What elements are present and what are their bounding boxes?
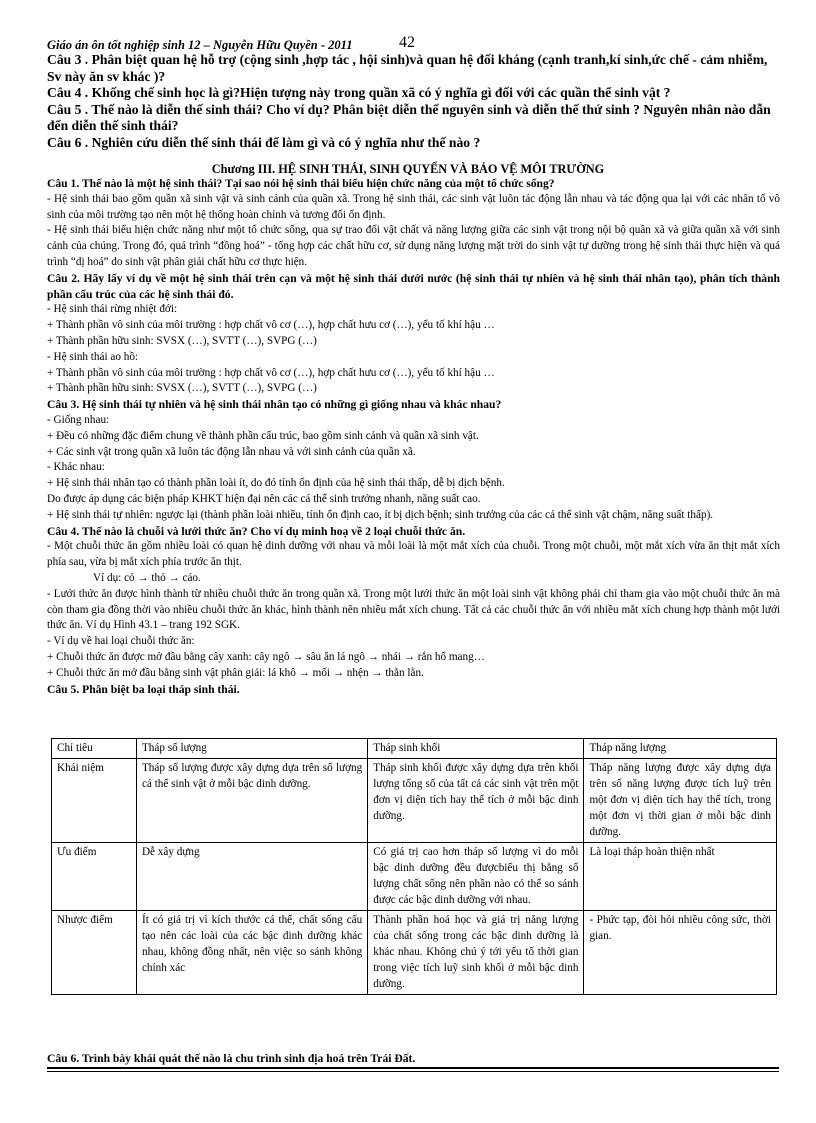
table-cell: Tháp năng lượng được xây dựng dựa trên số năng lượng được tích luỹ trên một đơn vị diện tích hay thể tích, trong một đơn vị thời gian ở mỗi bậc dinh dưỡng. xyxy=(584,759,777,843)
chapter-title: Chương III. HỆ SINH THÁI, SINH QUYỂN VÀ BẢO VỆ MÔI TRƯỜNG xyxy=(211,162,605,176)
content-paragraph: + Thành phần hữu sinh: SVSX (…), SVTT (…), SVPG (…) xyxy=(47,382,317,395)
content-paragraph: - Khác nhau: xyxy=(47,461,105,474)
content-paragraph: - Ví dụ về hai loại chuỗi thức ăn: xyxy=(47,635,195,648)
table-header-cell: Tháp số lượng xyxy=(136,739,367,759)
content-paragraph: - Một chuỗi thức ăn gồm nhiều loài có quan hệ dinh dưỡng với nhau và mỗi loài là một mắt xích của chuỗi. Trong một chuỗi, một mắt xích vừa ăn thịt mắt xích phía sau, vừa bị mắt xích phía trước ăn thịt. xyxy=(47,540,780,569)
chapter-content xyxy=(47,176,780,697)
intro-question: Câu 3 . Phân biệt quan hệ hỗ trợ (cộng sinh ,hợp tác , hội sinh)và quan hệ đối kháng (cạnh tranh,kí sinh,ức chế - cảm nhiễm, Sv này ăn sv khác )? xyxy=(47,52,768,84)
intro-questions xyxy=(47,52,777,151)
content-paragraph: + Hệ sinh thái tự nhiên: ngược lại (thành phần loài nhiều, tính ổn định cao, ít bị dịch bệnh; sinh trưởng của các cá thể sinh vật chậm, năng suất thấp). xyxy=(47,508,714,521)
question-heading: Câu 2. Hãy lấy ví dụ về một hệ sinh thái trên cạn và một hệ sinh thái dưới nước (hệ sinh thái tự nhiên và hệ sinh thái nhân tạo), phân tích thành phần cấu trúc của các hệ sinh thái đó. xyxy=(47,271,780,301)
content-paragraph: + Chuỗi thức ăn được mở đầu bằng cây xanh: cây ngô → sâu ăn lá ngô → nhái → rắn hổ mang… xyxy=(47,650,485,663)
table-row-label: Nhược điểm xyxy=(52,911,137,995)
footer-rule xyxy=(47,1067,779,1069)
table-header-cell: Tháp sinh khối xyxy=(368,739,584,759)
table-header-cell: Tháp năng lượng xyxy=(584,739,777,759)
table-row xyxy=(52,911,777,995)
question-heading: Câu 1. Thế nào là một hệ sinh thái? Tại sao nói hệ sinh thái biểu hiện chức năng của một tổ chức sống? xyxy=(47,177,555,190)
final-question: Câu 6. Trình bày khái quát thế nào là chu trình sinh địa hoá trên Trái Đất. xyxy=(47,1052,416,1065)
table-cell: Dễ xây dựng xyxy=(136,843,367,911)
intro-question: Câu 4 . Khống chế sinh học là gì?Hiện tượng này trong quần xã có ý nghĩa gì đối với các quần thể sinh vật ? xyxy=(47,85,671,100)
footer-rule-thin xyxy=(47,1071,779,1072)
content-paragraph: + Thành phần hữu sinh: SVSX (…), SVTT (…), SVPG (…) xyxy=(47,334,317,347)
table-row-label: Khái niệm xyxy=(52,759,137,843)
intro-question: Câu 6 . Nghiên cứu diễn thế sinh thái để làm gì và có ý nghĩa như thế nào ? xyxy=(47,134,481,150)
content-paragraph: - Giống nhau: xyxy=(47,413,110,426)
content-paragraph: + Đều có những đặc điểm chung về thành phần cấu trúc, bao gồm sinh cảnh và quần xã sinh vật. xyxy=(47,429,479,442)
content-paragraph: + Chuỗi thức ăn mở đầu bằng sinh vật phân giải: lá khô → mối → nhện → thằn lằn. xyxy=(47,666,424,679)
page-number: 42 xyxy=(399,34,415,51)
table-cell: Tháp số lượng được xây dựng dựa trên số lượng cá thể sinh vật ở mỗi bậc dinh dưỡng. xyxy=(136,759,367,843)
table-cell: - Phức tạp, đòi hỏi nhiều công sức, thời gian. xyxy=(584,911,777,995)
table-cell: Thành phần hoá học và giá trị năng lượng của chất sống trong các bậc dinh dưỡng là khác nhau. Không chú ý tới yếu tố thời gian trong việc tích luỹ sinh khối ở mỗi bậc dinh dưỡng. xyxy=(368,911,584,995)
table-row xyxy=(52,759,777,843)
table-header-cell: Chỉ tiêu xyxy=(52,739,137,759)
table-row-label: Ưu điểm xyxy=(52,843,137,911)
question-heading: Câu 5. Phân biệt ba loại tháp sinh thái. xyxy=(47,682,240,696)
question-heading: Câu 4. Thế nào là chuỗi và lưới thức ăn? Cho ví dụ minh hoạ về 2 loại chuỗi thức ăn. xyxy=(47,524,466,538)
content-paragraph: + Thành phần vô sinh của môi trường : hợp chất vô cơ (…), hợp chất hưu cơ (…), yếu tố khí hậu … xyxy=(47,366,495,379)
table-cell: Có giá trị cao hơn tháp số lượng vì do mỗi bậc dinh dưỡng đều đượcbiểu thị bằng số lượng chất sống nên phần nào có thể so sánh được các bậc dinh dưỡng với nhau. xyxy=(368,843,584,911)
table-header-row xyxy=(52,739,777,759)
question-heading: Câu 3. Hệ sinh thái tự nhiên và hệ sinh thái nhân tạo có những gì giống nhau và khác nhau? xyxy=(47,398,502,412)
content-paragraph: + Các sinh vật trong quần xã luôn tác động lẫn nhau và với sinh cảnh của quần xã. xyxy=(47,445,416,458)
example-line: Ví dụ: cỏ → thỏ → cáo. xyxy=(93,571,201,584)
content-paragraph: - Hệ sinh thái ao hồ: xyxy=(47,350,139,363)
content-paragraph: - Hệ sinh thái rừng nhiệt đới: xyxy=(47,303,178,316)
pyramid-comparison-table xyxy=(51,738,777,995)
table-cell: Ít có giá trị vì kích thước cá thể, chất sống cấu tạo nên các loài của các bậc dinh dưỡng khác nhau, không đồng nhất, nên việc so sánh không chính xác xyxy=(136,911,367,995)
header-title: Giáo án ôn tốt nghiệp sinh 12 – Nguyễn Hữu Quyền - 2011 xyxy=(47,38,353,52)
content-paragraph: - Hệ sinh thái biểu hiện chức năng như một tổ chức sống, qua sự trao đổi vật chất và năng lượng giữa các sinh vật trong nội bộ quần xã và giữa quần xã với sinh cảnh của chúng. Trong đó, quá trình “đồng hoá” - tổng hợp các chất hữu cơ, sử dụng năng lượng mặt trời do sinh vật tự dưỡng trong hệ sinh thái thực hiện và quá trình “dị hoá” do sinh vật phân giải chất hữu cơ thực hiện. xyxy=(47,224,780,268)
content-paragraph: - Lưới thức ăn được hình thành từ nhiều chuỗi thức ăn trong quần xã. Trong một lưới thức ăn một loài sinh vật không phải chỉ tham gia vào một chuỗi thức ăn mà còn tham gia đồng thời vào nhiều chuỗi thức ăn khác, hình thành nên nhiều mắt xích chung. Tất cả các chuỗi thức ăn với nhiều mắt xích chung hợp thành một lưới thức ăn. Ví dụ Hình 43.1 – trang 192 SGK. xyxy=(47,587,780,632)
table-cell: Là loại tháp hoàn thiện nhất xyxy=(584,843,777,911)
intro-question: Câu 5 . Thế nào là diễn thế sinh thái? Cho ví dụ? Phân biệt diễn thế nguyên sinh và diễn thế thứ sinh ? Nguyên nhân nào dẫn đến diễn thế sinh thái? xyxy=(47,101,771,133)
table-row xyxy=(52,843,777,911)
content-paragraph: + Thành phần vô sinh của môi trường : hợp chất vô cơ (…), hợp chất hưu cơ (…), yếu tố khí hậu … xyxy=(47,319,495,332)
content-paragraph: + Hệ sinh thái nhân tạo có thành phần loài ít, do đó tính ổn định của hệ sinh thái thấp, dễ bị dịch bệnh. xyxy=(47,477,505,490)
content-paragraph: - Hệ sinh thái bao gồm quần xã sinh vật và sinh cảnh của quần xã. Trong hệ sinh thái, các sinh vật luôn tác động lẫn nhau và tác động qua lại với các nhân tố vô sinh của môi trường tạo nên một hệ thống hoàn chỉnh và tương đối ổn định. xyxy=(47,192,780,221)
content-paragraph: Do được áp dụng các biện pháp KHKT hiện đại nên các cá thể sinh trưởng nhanh, năng suất cao. xyxy=(47,492,481,505)
table-cell: Tháp sinh khối được xây dựng dựa trên khối lượng tổng số của tất cả các sinh vật trên một đơn vị diện tích hay thể tích ở mỗi bậc dinh dưỡng. xyxy=(368,759,584,843)
